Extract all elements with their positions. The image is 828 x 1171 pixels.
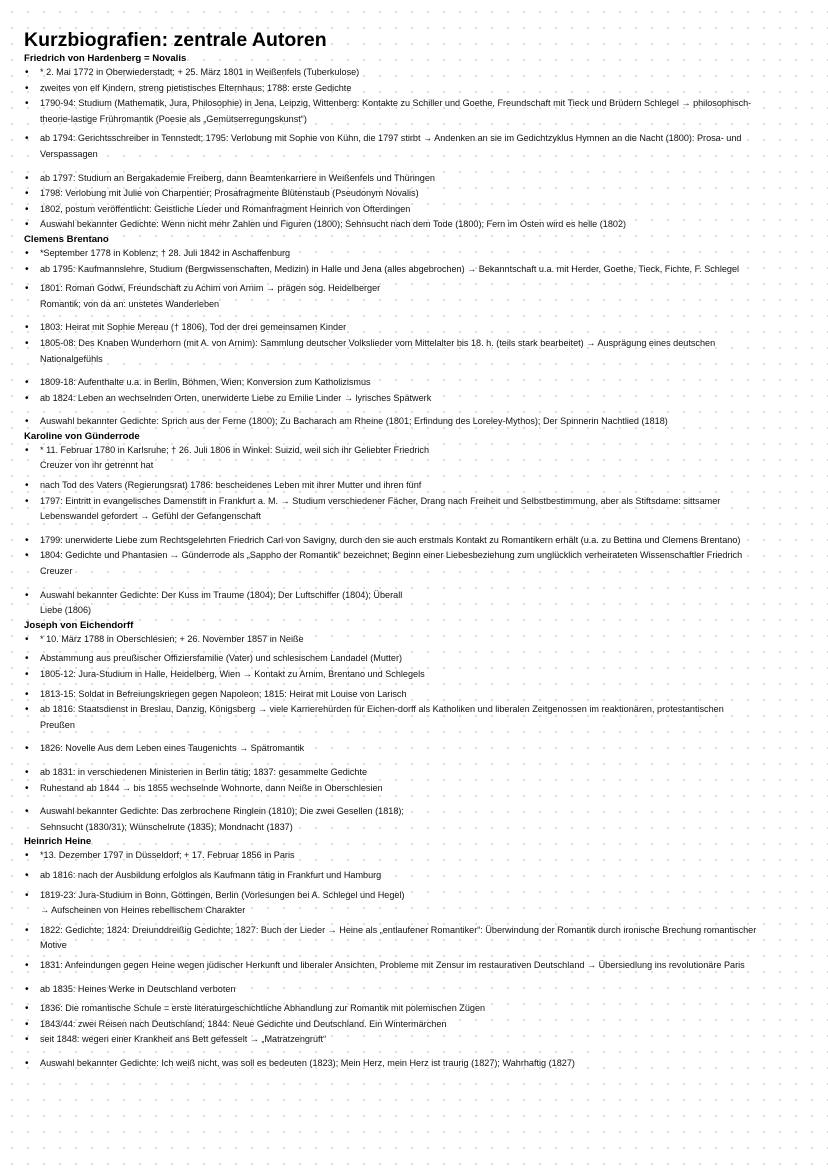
list-item-line: Verspassagen: [40, 148, 98, 159]
author-bio-list: [24, 246, 804, 430]
list-item-line: Sehnsucht (1830/31); Wünschelrute (1835); Mondnacht (1837): [40, 821, 293, 832]
author-heading: Heinrich Heine: [24, 836, 92, 848]
list-item: [24, 781, 804, 797]
list-item: [24, 131, 804, 162]
list-item: [24, 171, 804, 187]
list-item: [24, 687, 804, 703]
list-item-line: • Auswahl bekannter Gedichte: Das zerbrochene Ringlein (1810); Die zwei Gesellen (1818);: [40, 806, 404, 817]
list-item-line: • Auswahl bekannter Gedichte: Der Kuss im Traume (1804); Der Luftschiffer (1804); Überall: [40, 589, 403, 600]
list-item: [24, 958, 804, 974]
author-heading: Friedrich von Hardenberg = Novalis: [24, 53, 187, 64]
list-item-line: • seit 1848: wegen einer Krankheit ans Bett gefesselt → „Matratzengruft“: [40, 1034, 327, 1045]
list-item-line: • Auswahl bekannter Gedichte: Wenn nicht mehr Zahlen und Figuren (1800); Sehnsucht nach dem Tode (1800); Fern im Osten wird es helle (1802): [40, 219, 627, 230]
list-item: [24, 262, 804, 278]
list-item-line: • ab 1816: nach der Ausbildung erfolglos als Kaufmann tätig in Frankfurt und Hamburg: [40, 869, 382, 880]
list-item-line: • zweites von elf Kindern, streng pietistisches Elternhaus; 1788: erste Gedichte: [40, 82, 352, 93]
list-item-line: Creuzer von ihr getrennt hat: [40, 460, 154, 471]
list-item-line: • Auswahl bekannter Gedichte: Ich weiß nicht, was soll es bedeuten (1823); Mein Herz, mein Herz ist traurig (1827); Wahrhaftig (1827): [40, 1057, 575, 1068]
list-item: [24, 804, 804, 835]
list-item-line: • 1798: Verlobung mit Julie von Charpentier; Prosafragmente Blütenstaub (Pseudonym Novalis): [40, 188, 419, 199]
list-item-line: • 1809-18: Aufenthalte u.a. in Berlin, Böhmen, Wien; Konversion zum Katholizismus: [40, 377, 371, 388]
list-item-line: • 1802, postum veröffentlicht: Geistliche Lieder und Romanfragment Heinrich von Ofterdingen: [40, 203, 411, 214]
list-item-line: • 1843/44: zwei Reisen nach Deutschland; 1844: Neue Gedichte und Deutschland. Ein Wintermärchen: [40, 1018, 447, 1029]
list-item: [24, 202, 804, 218]
list-item-line: • 1819-23: Jura-Studium in Bonn, Göttingen, Berlin (Vorlesungen bei A. Schlegel und Hegel): [40, 889, 405, 900]
list-item-line: • 1836: Die romantische Schule = erste literaturgeschichtliche Abhandlung zur Romantik mit polemischen Zügen: [40, 1003, 486, 1014]
list-item: [24, 336, 804, 367]
list-item-line: • 1790-94: Studium (Mathematik, Jura, Philosophie) in Jena, Leipzig, Wittenberg: Kontakte zu Schiller und Goethe, Freundschaft mit Tieck und Brüdern Schlegel → philosophisch-: [40, 98, 752, 109]
list-item: [24, 281, 804, 312]
list-item: [24, 414, 804, 430]
list-item-line: Lebenswandel gefordert → Gefühl der Gefangenschaft: [40, 511, 261, 522]
list-item: [24, 868, 804, 884]
list-item-line: • ab 1824: Leben an wechselnden Orten, unerwiderte Liebe zu Emilie Linder → lyrisches Spätwerk: [40, 392, 432, 403]
list-item-line: • 1805-08: Des Knaben Wunderhorn (mit A. von Arnim): Sammlung deutscher Volkslieder vom Mittelalter bis 18. h. (teils stark bearbeitet) → Ausprägung eines deutschen: [40, 337, 716, 348]
list-item-line: • 1822: Gedichte; 1824: Dreiunddreißig Gedichte; 1827: Buch der Lieder → Heine als „entlaufener Romantiker“: Überwindung der Romantik durch ironische Brechung romantischer: [40, 924, 757, 935]
list-item-line: • ab 1831: in verschiedenen Ministerien in Berlin tätig; 1837: gesammelte Gedichte: [40, 766, 368, 777]
list-item-line: Liebe (1806): [40, 605, 92, 616]
list-item-line: • Ruhestand ab 1844 → bis 1855 wechselnde Wohnorte, dann Neiße in Oberschlesien: [40, 782, 383, 793]
list-item: [24, 741, 804, 757]
list-item: [24, 702, 804, 733]
list-item-line: • 1803: Heirat mit Sophie Mereau († 1806), Tod der drei gemeinsamen Kinder: [40, 322, 347, 333]
list-item: [24, 81, 804, 97]
list-item-line: • *13. Dezember 1797 in Düsseldorf; + 17. Februar 1856 in Paris: [40, 850, 295, 861]
list-item-line: Motive: [40, 940, 67, 951]
list-item-line: • 1799: unerwiderte Liebe zum Rechtsgelehrten Friedrich Carl von Savigny, durch den sie auch erstmals Kontakt zu Romantikern erhält (u.a. zu Bettina und Clemens Brentano): [40, 534, 741, 545]
list-item: [24, 443, 804, 474]
page-title: Kurzbiografien: zentrale Autoren: [24, 29, 327, 51]
list-item: [24, 651, 804, 667]
list-item-line: Nationalgefühls: [40, 353, 103, 364]
list-item: [24, 632, 804, 648]
author-heading: Karoline von Günderrode: [24, 430, 140, 442]
author-bio-list: [24, 848, 804, 1071]
list-item: [24, 217, 804, 233]
author-sections: [24, 52, 804, 1071]
list-item-line: • Auswahl bekannter Gedichte: Sprich aus der Ferne (1800); Zu Bacharach am Rheine (1801; Erfindung des Loreley-Mythos); Der Spinnerin Nachtlied (1818): [40, 416, 668, 427]
list-item: [24, 391, 804, 407]
list-item-line: • ab 1816: Staatsdienst in Breslau, Danzig, Königsberg → viele Karrierehürden für Eichen-dorff als Katholiken und liberalen Zeitgenossen im reaktionären, protestantischen: [40, 704, 724, 715]
list-item: [24, 320, 804, 336]
list-item-line: Creuzer: [40, 566, 73, 577]
author-heading: Joseph von Eichendorff: [24, 619, 134, 631]
list-item: [24, 888, 804, 919]
list-item-line: Romantik; von da an: unstetes Wanderleben: [40, 298, 220, 309]
list-item: [24, 246, 804, 262]
list-item: [24, 186, 804, 202]
list-item-line: • * 11. Februar 1780 in Karlsruhe; † 26. Juli 1806 in Winkel: Suizid, weil sich ihr Geliebter Friedrich: [40, 444, 430, 455]
list-item: [24, 65, 804, 81]
list-item: [24, 1032, 804, 1048]
list-item: [24, 494, 804, 525]
list-item: [24, 923, 804, 954]
list-item-line: • *September 1778 in Koblenz; † 28. Juli 1842 in Aschaffenburg: [40, 247, 291, 258]
list-item-line: • 1797: Eintritt in evangelisches Damenstift in Frankfurt a. M. → Studium verschiedener Fächer, Drang nach Freiheit und Selbstbestimmung, aber als Stiftsdame: sittsamer: [40, 495, 721, 506]
list-item: [24, 548, 804, 579]
list-item: [24, 1056, 804, 1072]
list-item-line: • ab 1794: Gerichtsschreiber in Tennstedt; 1795: Verlobung mit Sophie von Kühn, die 1797 stirbt → Andenken an sie im Gedichtzyklus Hymnen an die Nacht (1800): Prosa- und: [40, 133, 742, 144]
list-item: [24, 667, 804, 683]
list-item-line: • Abstammung aus preußischer Offiziersfamilie (Vater) und schlesischem Landadel (Mutter): [40, 653, 403, 664]
list-item: [24, 982, 804, 998]
list-item-line: • 1801: Roman Godwi, Freundschaft zu Achim von Arnim → prägen sog. Heidelberger: [40, 283, 381, 294]
author-bio-list: [24, 632, 804, 836]
list-item-line: • 1831: Anfeindungen gegen Heine wegen jüdischer Herkunft und liberaler Ansichten, Probleme mit Zensur im restaurativen Deutschland → Übersiedlung ins revolutionäre Paris: [40, 959, 745, 970]
list-item-line: • * 2. Mai 1772 in Oberwiederstadt; + 25. März 1801 in Weißenfels (Tuberkulose): [40, 67, 360, 77]
list-item: [24, 478, 804, 494]
list-item: [24, 96, 804, 127]
author-bio-list: [24, 443, 804, 619]
list-item-line: • 1826: Novelle Aus dem Leben eines Taugenichts → Spätromantik: [40, 743, 305, 754]
list-item-line: • * 10. März 1788 in Oberschlesien; + 26. November 1857 in Neiße: [40, 633, 304, 644]
list-item-line: • 1805-12: Jura-Studium in Halle, Heidelberg, Wien → Kontakt zu Arnim, Brentano und Schlegels: [40, 669, 425, 679]
list-item-line: • 1813-15: Soldat in Befreiungskriegen gegen Napoleon; 1815: Heirat mit Louise von Larisch: [40, 688, 407, 699]
list-item: [24, 1001, 804, 1017]
list-item-line: • nach Tod des Vaters (Regierungsrat) 1786: bescheidenes Leben mit ihrer Mutter und ihren fünf: [40, 480, 422, 491]
list-item-line: Preußen: [40, 719, 75, 730]
list-item: [24, 848, 804, 864]
list-item: [24, 533, 804, 549]
list-item-line: theorie-lastige Frühromantik (Poesie als „Gemütserregungskunst“): [40, 113, 307, 124]
author-bio-list: [24, 65, 804, 233]
list-item-line: • ab 1835: Heines Werke in Deutschland verboten: [40, 983, 236, 994]
list-item-line: • ab 1797: Studium an Bergakademie Freiberg, dann Beamtenkarriere in Weißenfels und Thüringen: [40, 172, 435, 183]
list-item-line: • ab 1795: Kaufmannslehre, Studium (Bergwissenschaften, Medizin) in Halle und Jena (alles abgebrochen) → Bekanntschaft u.a. mit Herder, Goethe, Tieck, Fichte, F. Schlegel: [40, 263, 740, 274]
list-item-line: → Aufscheinen von Heines rebellischem Charakter: [40, 905, 246, 916]
author-heading: Clemens Brentano: [24, 233, 109, 245]
list-item: [24, 588, 804, 619]
list-item: [24, 1017, 804, 1033]
list-item: [24, 375, 804, 391]
list-item: [24, 765, 804, 781]
list-item-line: • 1804: Gedichte und Phantasien → Günderrode als „Sappho der Romantik“ bezeichnet; Beginn einer Liebesbeziehung zum unglücklich verheirateten Wissenschaftler Friedrich: [40, 550, 743, 561]
